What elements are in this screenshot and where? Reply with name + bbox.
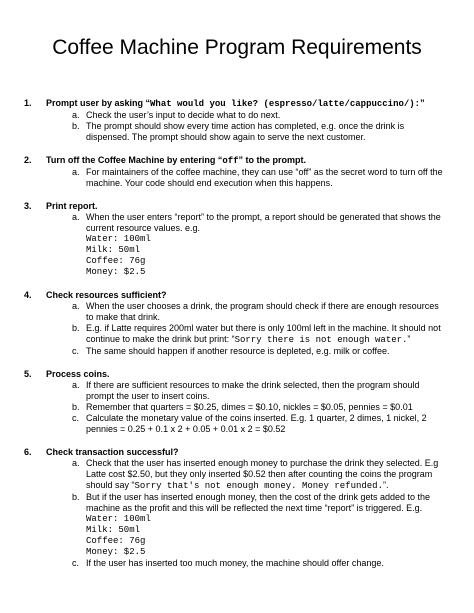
item-number: 2.: [24, 155, 32, 165]
code-line: Milk: 50ml: [86, 525, 141, 535]
code-block: [86, 514, 456, 558]
sub-item-line: pennies = 0.25 + 0.1 x 2 + 0.05 + 0.01 x 2 = $0.52: [86, 424, 286, 434]
code-line: Coffee: 76g: [86, 256, 146, 266]
item-heading: Process coins.: [46, 369, 110, 379]
code-line: Milk: 50ml: [86, 245, 141, 255]
sub-item-line: But if the user has inserted enough money, then the cost of the drink gets added to the: [86, 492, 431, 502]
item-number: 4.: [24, 290, 32, 300]
code-line: Money: $2.5: [86, 547, 146, 557]
sub-item-label: a.: [72, 380, 80, 390]
heading-code: off: [222, 156, 239, 166]
line-text: ”.: [382, 480, 389, 490]
sub-item-line: [86, 334, 456, 346]
sub-item: [46, 121, 456, 143]
sub-item: [46, 301, 456, 323]
code-line: Water: 100ml: [86, 514, 151, 524]
section-gap: [24, 278, 456, 290]
requirement-item: [24, 290, 456, 357]
section-gap: [24, 143, 456, 155]
requirement-item: [24, 201, 456, 278]
sub-item: [46, 558, 456, 569]
code-line: Water: 100ml: [86, 234, 151, 244]
sub-item-label: a.: [72, 167, 80, 177]
sub-item-line: For maintainers of the coffee machine, they can use “off” as the secret word to turn off the: [86, 167, 443, 177]
sub-item: [46, 380, 456, 402]
sub-item-label: a.: [72, 458, 80, 468]
section-gap: [24, 435, 456, 447]
sub-item-label: a.: [72, 301, 80, 311]
sub-item: [46, 492, 456, 558]
line-text: ”: [407, 334, 411, 344]
line-text: continue to make the drink but print: “: [86, 334, 235, 344]
sub-item-line: dispensed. The prompt should show again to serve the next customer.: [86, 132, 366, 142]
sub-item: [46, 346, 456, 357]
line-code: Sorry that's not enough money. Money refunded.: [134, 481, 383, 491]
line-code: Sorry there is not enough water.: [234, 335, 408, 345]
sub-item-line: to make that drink.: [86, 312, 161, 322]
item-number: 3.: [24, 201, 32, 211]
sub-item-label: c.: [72, 413, 80, 423]
item-number: 5.: [24, 369, 32, 379]
item-heading: Check resources sufficient?: [46, 290, 167, 300]
sub-item-line: Remember that quarters = $0.25, dimes = $0.10, nickles = $0.05, pennies = $0.01: [86, 402, 413, 412]
sub-item-line: Check that the user has inserted enough money to purchase the drink they selected. E.g: [86, 458, 439, 468]
sub-item-line: [86, 480, 456, 492]
sub-item-line: The same should happen if another resource is depleted, e.g. milk or coffee.: [86, 346, 390, 356]
sub-item-line: machine. Your code should end execution when this happens.: [86, 178, 333, 188]
item-number: 1.: [24, 98, 32, 108]
section-gap: [24, 189, 456, 201]
sub-item-label: a.: [72, 110, 80, 120]
section-gap: [24, 357, 456, 369]
requirements-list: [24, 98, 456, 569]
requirement-item: [24, 155, 456, 189]
sub-item-label: a.: [72, 212, 80, 222]
sub-item-line: Latte cost $2.50, but they only inserted $0.52 then after counting the coins the program: [86, 469, 433, 479]
requirement-item: [24, 369, 456, 435]
sub-item: [46, 402, 456, 413]
requirement-item: [24, 98, 456, 143]
code-block: [46, 234, 456, 278]
sub-item-label: c.: [72, 346, 80, 356]
sub-item-label: c.: [72, 558, 80, 568]
sub-item: [46, 323, 456, 346]
code-line: Coffee: 76g: [86, 536, 146, 546]
line-text: should say “: [86, 480, 135, 490]
sub-item-label: b.: [72, 492, 80, 502]
sub-item-line: prompt the user to insert coins.: [86, 391, 210, 401]
code-line: Money: $2.5: [86, 267, 146, 277]
sub-item-line: If the user has inserted too much money, the machine should offer change.: [86, 558, 384, 568]
sub-item: [46, 212, 456, 234]
sub-item: [46, 167, 456, 189]
sub-item-line: The prompt should show every time action has completed, e.g. once the drink is: [86, 121, 405, 131]
sub-item-label: b.: [72, 121, 80, 131]
sub-item-label: b.: [72, 402, 80, 412]
item-heading: [46, 155, 456, 167]
item-number: 6.: [24, 447, 32, 457]
sub-item-label: b.: [72, 323, 80, 333]
item-heading: [46, 98, 456, 110]
sub-item: [46, 413, 456, 435]
sub-item-line: machine as the profit and this will be reflected the next time “report” is triggered. E.g.: [86, 503, 423, 513]
sub-item-line: When the user chooses a drink, the program should check if there are enough resources: [86, 301, 439, 311]
sub-item: [46, 110, 456, 121]
item-heading: Print report.: [46, 201, 98, 211]
heading-text: Turn off the Coffee Machine by entering “: [46, 155, 223, 165]
sub-item-line: When the user enters “report” to the prompt, a report should be generated that shows the: [86, 212, 441, 222]
sub-item-line: If there are sufficient resources to make the drink selected, then the program should: [86, 380, 420, 390]
sub-item-line: Check the user’s input to decide what to do next.: [86, 110, 281, 120]
heading-text: Prompt user by asking “: [46, 98, 151, 108]
heading-text: ” to the prompt.: [238, 155, 307, 165]
sub-item: [46, 458, 456, 492]
sub-item-line: Calculate the monetary value of the coins inserted. E.g. 1 quarter, 2 dimes, 1 nickel, 2: [86, 413, 427, 423]
item-heading: Check transaction successful?: [46, 447, 179, 457]
heading-code: What would you like? (espresso/latte/cappuccino/):: [150, 99, 421, 109]
sub-item-line: E.g. if Latte requires 200ml water but there is only 100ml left in the machine. It should not: [86, 323, 441, 333]
requirement-item: [24, 447, 456, 569]
document-title: Coffee Machine Program Requirements: [52, 36, 422, 59]
heading-text: ”: [420, 98, 425, 108]
sub-item-line: current resource values. e.g.: [86, 223, 201, 233]
